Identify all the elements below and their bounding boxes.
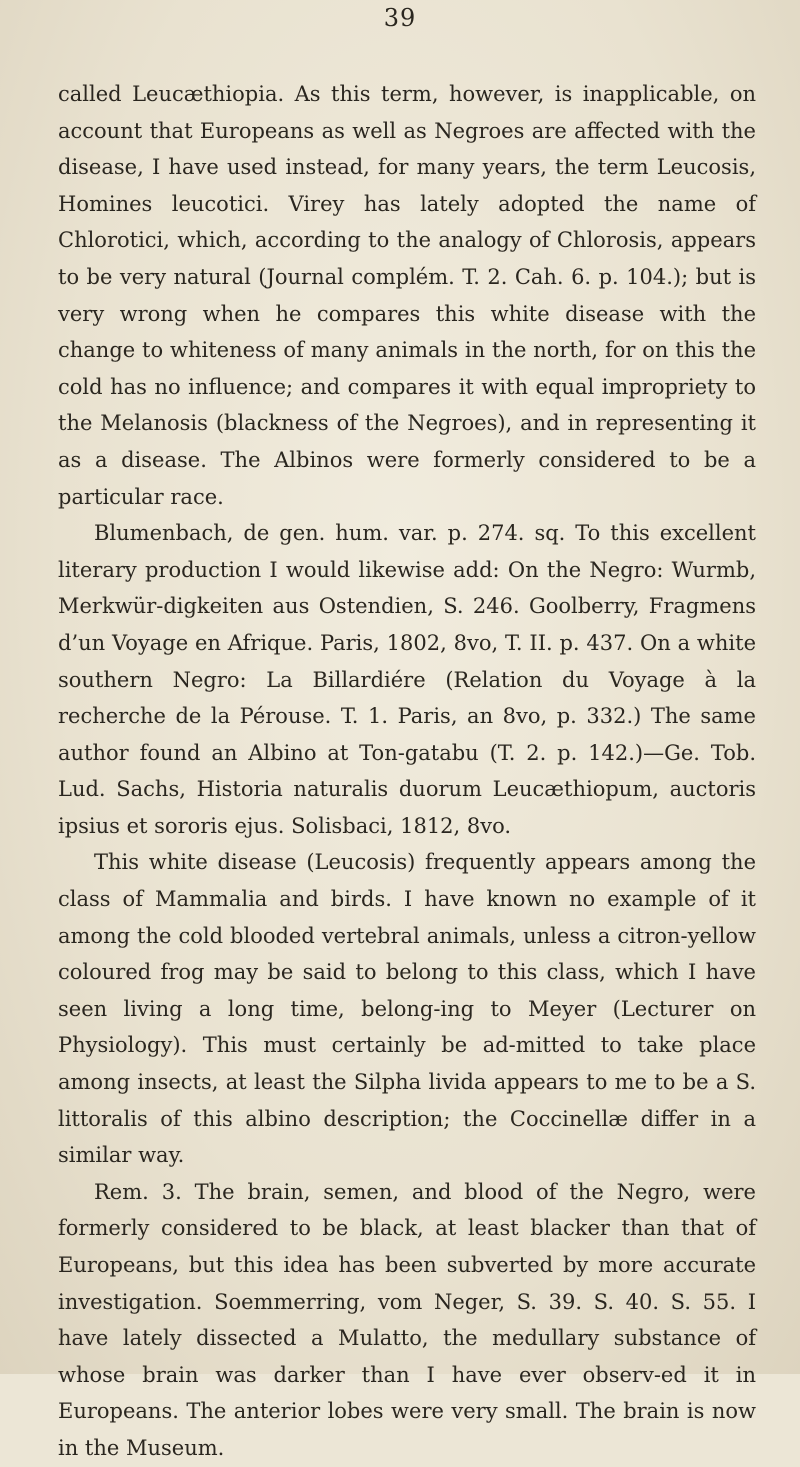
paragraph-leucosis-name: called Leucæthiopia. As this term, however, is inapplicable, on account that Europeans as well as Negroes are affected with the disease, I have used instead, for many years, the term Leucosis, Homines leucotici. Virey has lately adopted the name of Chlorotici, which, according to the analogy of Chlorosis, appears to be very natural (Journal complém. T. 2. Cah. 6. p. 104.); but is very wrong when he compares this white disease with the change to whiteness of many animals in the north, for on this the cold has no influence; and compares it with equal impropriety to the Melanosis (blackness of the Negroes), and in representing it as a disease. The Albinos were formerly considered to be a particular race. (58, 82, 756, 509)
paragraph-remark-3: Rem. 3. The brain, semen, and blood of the Negro, were formerly considered to be black, at least blacker than that of Europeans, but this idea has been subverted by more accurate investigation. Soemmerring, vom Neger, S. 39. S. 40. S. 55. I have lately dissected a Mulatto, the medullary substance of whose brain was darker than I have ever observ-ed it in Europeans. The anterior lobes were very small. The brain is now in the Museum. (58, 1179, 756, 1460)
page-number: 39 (383, 4, 417, 32)
paragraph-white-disease-animals: This white disease (Leucosis) frequently appears among the class of Mammalia and birds. I have known no example of it among the cold blooded vertebral animals, unless a citron-yellow coloured frog may be said to belong to this class, which I have seen living a long time, belong-ing to Meyer (Lecturer on Physiology). This must certainly be ad-mitted to take place among insects, at least the Silpha livida appears to me to be a S. littoralis of this albino description; the Coccinellæ differ in a similar way. (58, 850, 756, 1168)
body-text (58, 76, 756, 1467)
paragraph-references: Blumenbach, de gen. hum. var. p. 274. sq. To this excellent literary production I would likewise add: On the Negro: Wurmb, Merkwür-digkeiten aus Ostendien, S. 246. Goolberry, Fragmens d’un Voyage en Afrique. Paris, 1802, 8vo, T. II. p. 437. On a white southern Negro: La Billardiére (Relation du Voyage à la recherche de la Pérouse. T. 1. Paris, an 8vo, p. 332.) The same author found an Albino at Ton-gatabu (T. 2. p. 142.)—Ge. Tob. Lud. Sachs, Historia naturalis duorum Leucæthiopum, auctoris ipsius et sororis ejus. Solisbaci, 1812, 8vo. (58, 521, 756, 838)
